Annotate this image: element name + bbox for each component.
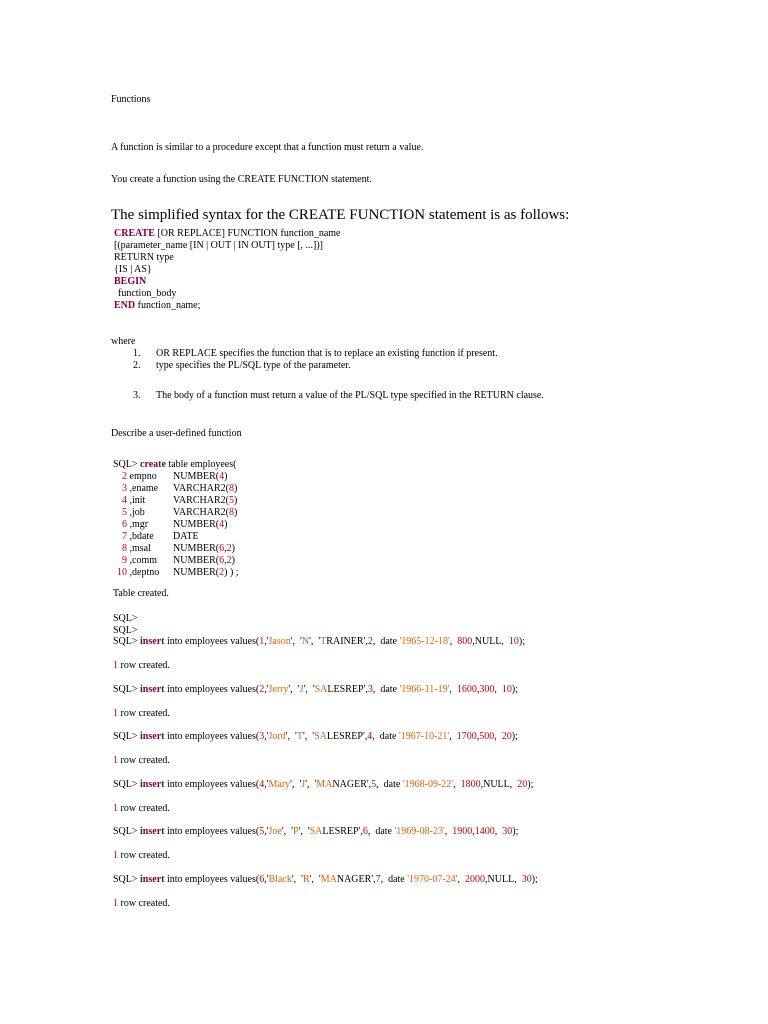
punct: ,' — [264, 731, 269, 742]
value-id: 2 — [259, 684, 265, 695]
value-comm: NULL — [474, 636, 502, 647]
punct: , — [449, 731, 457, 742]
type-text: VARCHAR2( — [173, 507, 229, 518]
column-type — [173, 567, 239, 578]
value-id: 1 — [259, 636, 265, 647]
column-line — [113, 495, 237, 507]
value-date: '1970-07-24' — [407, 874, 458, 885]
result-message: row created. — [118, 708, 170, 719]
punct: ', ' — [281, 826, 293, 837]
value-mgr: 3 — [367, 684, 373, 695]
punct: ', ' — [303, 684, 315, 695]
type-text: NUMBER( — [173, 567, 220, 578]
type-text: ) — [233, 483, 238, 494]
punct: , — [472, 826, 475, 837]
sql-text: into employees values( — [164, 731, 260, 742]
column-name: ,job — [127, 507, 145, 518]
intro-paragraph-2: You create a function using the CREATE FUNCTION statement. — [111, 174, 372, 185]
punct: ', ' — [302, 731, 315, 742]
value-job: LESREP', — [322, 826, 363, 837]
type-text: ) — [233, 495, 238, 506]
list-number: 2. — [133, 360, 141, 371]
type-size: 4 — [219, 471, 225, 482]
result-text: Table created. — [113, 588, 169, 599]
column-type — [173, 483, 237, 494]
result-text — [113, 755, 170, 767]
sql-text: into employees values( — [164, 826, 260, 837]
result-text — [113, 708, 170, 720]
value-sal: 1700 — [456, 731, 477, 742]
type-scale: 2 — [226, 543, 232, 554]
result-message: row created. — [118, 803, 170, 814]
punct: , — [444, 826, 453, 837]
keyword: insert — [140, 731, 165, 742]
value-mgr: 2 — [367, 636, 373, 647]
column-type — [173, 471, 227, 482]
insert-line — [113, 826, 518, 838]
value-job-highlight: SA — [309, 826, 323, 837]
type-text: NUMBER( — [173, 543, 220, 554]
column-line — [113, 555, 235, 567]
value-init: N — [301, 636, 310, 647]
line-number: 9 — [122, 555, 127, 566]
sql-text: , date — [372, 636, 400, 647]
column-name: ,ename — [127, 483, 159, 494]
value-init: P — [292, 826, 299, 837]
value-id: 6 — [259, 874, 265, 885]
type-text: VARCHAR2( — [173, 495, 229, 506]
punct: ); — [527, 779, 534, 790]
insert-line — [113, 874, 538, 886]
value-mgr: 7 — [375, 874, 381, 885]
type-size: 6 — [219, 555, 225, 566]
value-dept: 30 — [502, 826, 513, 837]
syntax-line: RETURN type — [114, 252, 174, 263]
value-comm: NULL — [487, 874, 515, 885]
punct: , — [457, 874, 466, 885]
sql-prompt: SQL> — [113, 684, 141, 695]
row-count: 1 — [113, 850, 118, 861]
column-name: ,init — [127, 495, 146, 506]
syntax-text: function_name; — [135, 300, 201, 311]
list-item: type specifies the PL/SQL type of the parameter. — [156, 360, 351, 371]
insert-line — [113, 684, 518, 696]
value-mgr: 6 — [362, 826, 368, 837]
value-id: 5 — [259, 826, 265, 837]
describe-label: Describe a user-defined function — [111, 428, 242, 439]
type-size: 4 — [219, 519, 225, 530]
list-item: The body of a function must return a value of the PL/SQL type specified in the RETURN clause. — [156, 390, 544, 401]
sql-text: into employees values( — [164, 684, 260, 695]
type-text: ) — [224, 519, 228, 530]
sql-text: into employees values( — [164, 779, 260, 790]
keyword: create — [140, 459, 166, 470]
column-line — [113, 471, 227, 483]
value-job: LESREP', — [327, 684, 368, 695]
value-dept: 10 — [501, 684, 512, 695]
keyword: insert — [140, 779, 165, 790]
sql-prompt: SQL> — [113, 625, 138, 636]
value-job-highlight: SA — [314, 684, 328, 695]
line-number: 3 — [122, 483, 127, 494]
punct: , — [476, 684, 480, 695]
syntax-line: {IS | AS} — [114, 264, 152, 275]
line-number: 6 — [122, 519, 127, 530]
syntax-line: [(parameter_name [IN | OUT | IN OUT] type [, ...])] — [114, 240, 324, 251]
punct: ,' — [264, 684, 269, 695]
column-type — [173, 507, 237, 518]
type-text: ) — [231, 555, 235, 566]
punct: ', ' — [309, 636, 321, 647]
value-name: Jerry — [268, 684, 289, 695]
value-comm: NULL — [483, 779, 510, 790]
value-date: '1968-09-22' — [402, 779, 454, 790]
column-line — [113, 543, 235, 555]
keyword: insert — [140, 684, 165, 695]
sql-prompt: SQL> — [113, 874, 141, 885]
column-line — [113, 483, 237, 495]
column-name: ,deptno — [127, 567, 160, 578]
intro-paragraph: A function is similar to a procedure except that a function must return a value. — [111, 142, 424, 153]
value-init: J — [301, 779, 306, 790]
value-sal: 1600 — [456, 684, 477, 695]
punct: ', ' — [298, 826, 310, 837]
line-number: 4 — [122, 495, 127, 506]
type-text: ) ) ; — [224, 567, 239, 578]
value-name: Jord — [268, 731, 286, 742]
row-count: 1 — [113, 898, 118, 909]
sql-text: , date — [380, 874, 408, 885]
value-job-highlight: SA — [314, 731, 327, 742]
type-size: 6 — [219, 543, 225, 554]
value-name: Jason — [268, 636, 291, 647]
value-date: '1967-10-21' — [398, 731, 450, 742]
column-name: empno — [127, 471, 157, 482]
value-id: 3 — [259, 731, 265, 742]
punct: ); — [511, 684, 519, 695]
value-job: NAGER', — [336, 874, 376, 885]
sql-text: , date — [372, 731, 399, 742]
punct: ', ' — [291, 874, 303, 885]
list-number: 1. — [133, 348, 141, 359]
value-date: '1965-12-18' — [399, 636, 450, 647]
punct: ); — [512, 826, 519, 837]
line-number: 2 — [122, 471, 127, 482]
sql-line — [113, 459, 236, 471]
column-line — [113, 507, 237, 519]
value-dept: 20 — [501, 731, 512, 742]
sql-prompt: SQL> — [113, 826, 141, 837]
sql-text: , date — [376, 779, 403, 790]
value-job-highlight: MA — [320, 874, 337, 885]
list-number: 3. — [133, 390, 141, 401]
type-text: ) — [224, 471, 228, 482]
sql-prompt: SQL> — [113, 779, 141, 790]
punct: ); — [531, 874, 538, 885]
line-number: 7 — [122, 531, 127, 542]
syntax-text: [OR REPLACE] FUNCTION function_name — [154, 228, 341, 239]
sql-text: , date — [367, 826, 395, 837]
value-sal: 2000 — [465, 874, 486, 885]
value-date: '1969-08-23' — [394, 826, 445, 837]
punct: , — [449, 636, 458, 647]
punct: , — [449, 684, 457, 695]
punct: , — [480, 779, 484, 790]
value-dept: 30 — [521, 874, 532, 885]
type-scale: 2 — [226, 555, 232, 566]
syntax-heading: The simplified syntax for the CREATE FUNCTION statement is as follows: — [111, 207, 570, 223]
punct: , — [494, 684, 502, 695]
punct: ', ' — [309, 874, 321, 885]
type-text: VARCHAR2( — [173, 483, 229, 494]
result-message: row created. — [118, 660, 170, 671]
type-size: 5 — [228, 495, 234, 506]
type-text: , — [224, 555, 227, 566]
value-name: Mary — [268, 779, 291, 790]
result-text — [113, 803, 170, 815]
value-name: Black — [268, 874, 292, 885]
keyword: insert — [140, 874, 165, 885]
sql-prompt: SQL> — [113, 636, 141, 647]
punct: , — [494, 826, 503, 837]
value-job: LESREP', — [326, 731, 368, 742]
result-message: row created. — [118, 850, 170, 861]
column-name: ,comm — [127, 555, 157, 566]
result-message: row created. — [118, 898, 170, 909]
keyword: END — [114, 300, 136, 311]
value-mgr: 4 — [367, 731, 373, 742]
sql-text: into employees values( — [164, 874, 260, 885]
type-text: ) — [233, 507, 238, 518]
punct: , — [453, 779, 461, 790]
type-text: ) — [231, 543, 235, 554]
column-name: ,bdate — [127, 531, 154, 542]
row-count: 1 — [113, 755, 118, 766]
type-size: 8 — [228, 483, 234, 494]
value-comm: 1400 — [474, 826, 495, 837]
syntax-line — [114, 228, 340, 240]
line-number: 5 — [122, 507, 127, 518]
value-sal: 1800 — [460, 779, 481, 790]
value-dept: 10 — [508, 636, 519, 647]
value-init: J — [299, 684, 304, 695]
keyword: BEGIN — [114, 276, 147, 287]
column-name: ,msal — [127, 543, 151, 554]
value-mgr: 5 — [371, 779, 377, 790]
value-init: T — [296, 731, 303, 742]
line-number: 8 — [122, 543, 127, 554]
list-item: OR REPLACE specifies the function that is to replace an existing function if present. — [156, 348, 498, 359]
punct: , — [485, 874, 488, 885]
row-count: 1 — [113, 660, 118, 671]
syntax-line — [114, 300, 200, 312]
punct: ', ' — [288, 684, 300, 695]
type-size: 8 — [228, 507, 234, 518]
value-comm: 300 — [479, 684, 495, 695]
type-text: NUMBER( — [173, 555, 220, 566]
column-type — [173, 543, 235, 554]
page-title: Functions — [111, 94, 151, 105]
value-init: R — [302, 874, 310, 885]
punct: ', ' — [290, 636, 302, 647]
punct: , — [514, 874, 522, 885]
sql-text: , date — [372, 684, 400, 695]
punct: ,' — [264, 826, 269, 837]
sql-prompt: SQL> — [113, 731, 141, 742]
insert-line — [113, 636, 525, 648]
result-text — [113, 850, 170, 862]
column-type — [173, 555, 235, 566]
value-job-highlight: MA — [316, 779, 333, 790]
row-count: 1 — [113, 803, 118, 814]
column-type — [173, 531, 199, 542]
punct: ,' — [264, 779, 269, 790]
value-job: NAGER', — [332, 779, 372, 790]
punct: , — [509, 779, 518, 790]
type-text: NUMBER( — [173, 519, 220, 530]
value-comm: 500 — [479, 731, 495, 742]
punct: ', ' — [285, 731, 297, 742]
column-type — [173, 519, 227, 530]
value-sal: 1900 — [452, 826, 473, 837]
type-size: 2 — [219, 567, 225, 578]
punct: ,' — [264, 874, 269, 885]
where-label: where — [111, 336, 136, 347]
punct: , — [501, 636, 509, 647]
value-name: Joe — [268, 826, 282, 837]
type-text: NUMBER( — [173, 471, 220, 482]
line-number: 10 — [117, 567, 127, 578]
result-message: row created. — [118, 755, 170, 766]
value-sal: 800 — [457, 636, 473, 647]
column-line — [113, 531, 199, 543]
sql-prompt: SQL> — [113, 459, 141, 470]
insert-line — [113, 731, 518, 743]
punct: ', ' — [305, 779, 317, 790]
punct: , — [476, 731, 480, 742]
column-line — [113, 567, 239, 579]
punct: ', ' — [290, 779, 302, 790]
column-name: ,mgr — [127, 519, 149, 530]
punct: , — [472, 636, 475, 647]
keyword: CREATE — [114, 228, 155, 239]
result-text — [113, 660, 170, 672]
column-line — [113, 519, 227, 531]
sql-text: into employees values( — [164, 636, 260, 647]
sql-text: table employees( — [165, 459, 237, 470]
value-id: 4 — [259, 779, 265, 790]
keyword: insert — [140, 636, 165, 647]
punct: ,' — [264, 636, 269, 647]
row-count: 1 — [113, 708, 118, 719]
value-job: RAINER', — [326, 636, 368, 647]
punct: ); — [511, 731, 518, 742]
insert-line — [113, 779, 533, 791]
keyword: insert — [140, 826, 165, 837]
value-date: '1966-11-19' — [399, 684, 450, 695]
punct: , — [494, 731, 502, 742]
type-text: DATE — [173, 531, 199, 542]
type-text: , — [224, 543, 227, 554]
column-type — [173, 495, 237, 506]
value-job-highlight: T — [320, 636, 327, 647]
result-text — [113, 898, 170, 910]
punct: ); — [518, 636, 526, 647]
value-dept: 20 — [517, 779, 528, 790]
syntax-line: function_body — [118, 288, 177, 299]
sql-prompt: SQL> — [113, 613, 138, 624]
